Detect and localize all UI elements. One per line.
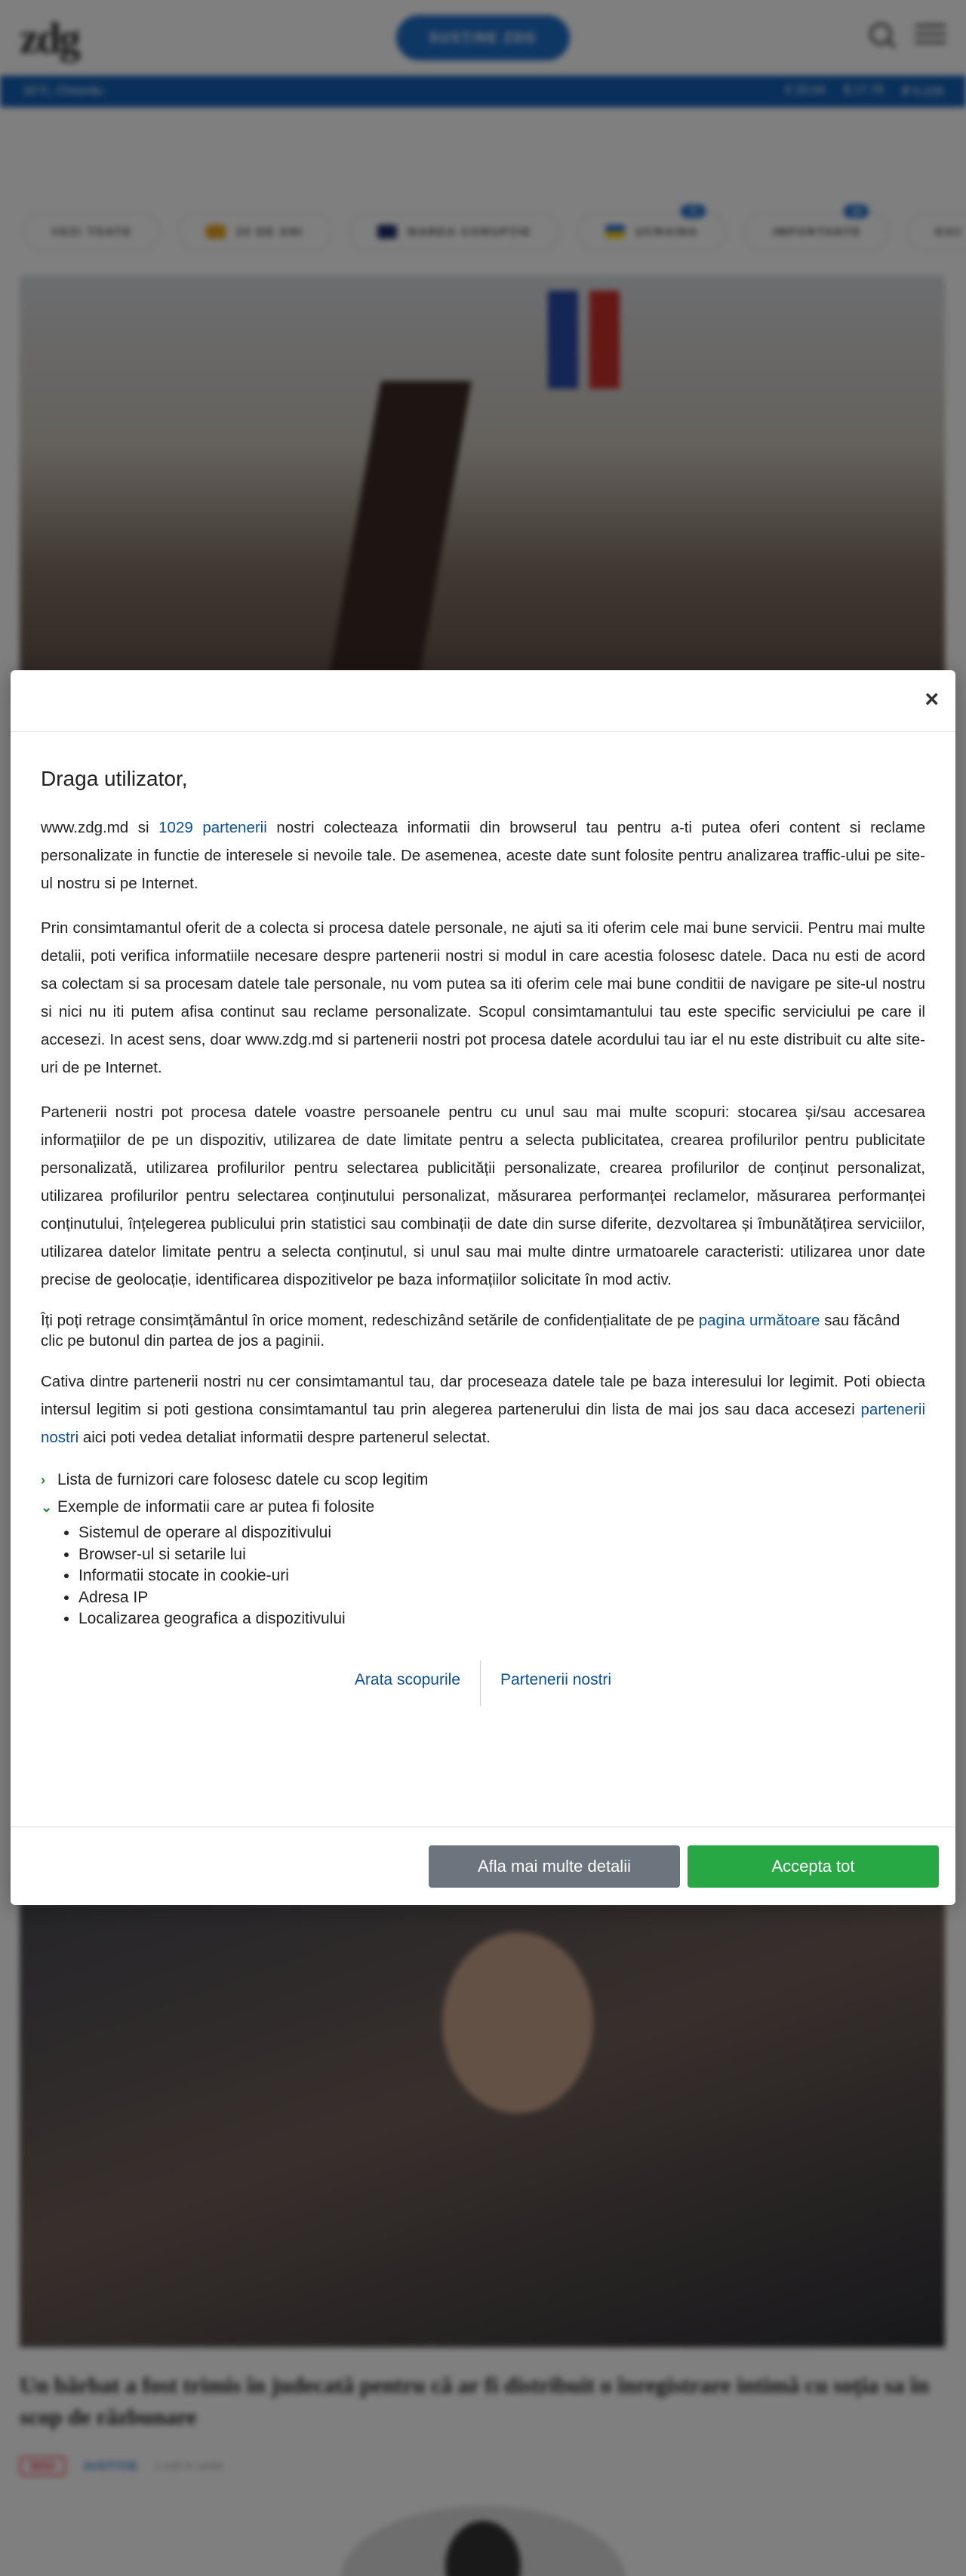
consent-paragraph-3: Partenerii nostri pot procesa datele voastre persoanele pentru cu unul sau mai multe scopuri: stocarea și/sau accesarea informațiilor de pe un dispozitiv, utilizarea de date limitate pentru a selecta publicitatea, crearea profilurilor pentru publicitate personalizată, utilizarea profilurilor pentru selectarea publicității personalizate, crearea profilurilor de conținut personalizat, utilizarea profilurilor pentru selectarea conținutului personalizat, măsurarea performanței reclamelor, măsurarea performanței conținutului, înțelegerea publicului prin statistici sau combinații de date din surse diferite, dezvoltarea și îmbunătățirea serviciilor, utilizarea datelor limitate pentru a selecta conținutul, si unul sau mai multe dintre urmatoarele caracteristi: utilizarea unor date precise de geolocație, identificarea dispozitivelor pe baza informațiilor solicitate în mod activ. — [41, 1103, 925, 1288]
p5-text-b: aici poti vedea detaliat informatii despre partenerul selectat. — [78, 1429, 491, 1446]
p5-text-a: Cativa dintre partenerii nostri nu cer consimtamantul tau, dar proceseaza datele tale pe baza interesului lor legimit. Poti obiecta intersul legitim si poti gestiona consimtamantul tau prin alegerea partenerului din lista de mai jos sau daca accesezi — [41, 1373, 925, 1418]
consent-modal — [11, 670, 955, 1905]
our-partners-link[interactable]: partenerii nostri — [41, 1401, 925, 1446]
modal-header — [11, 670, 955, 732]
consent-paragraph-5 — [41, 1368, 925, 1451]
p1-text-a: www.zdg.md si — [41, 819, 159, 836]
examples-list — [78, 1522, 925, 1630]
vendors-toggle[interactable] — [41, 1471, 925, 1489]
consent-paragraph-4 — [41, 1310, 925, 1351]
examples-toggle[interactable] — [41, 1498, 925, 1516]
p1-text-b: nostri colecteaza informatii din browserul tau pentru a-ti putea oferi content si reclame personalizate in functie de interesele si nevoile tale. De asemenea, aceste date sunt folosite pentru analizarea traffic-ului pe site-ul nostru si pe Internet. — [41, 819, 925, 892]
list-item: • Sistemul de operare al dispozitivului — [78, 1522, 925, 1544]
modal-footer — [11, 1827, 955, 1905]
chevron-right-icon: › — [41, 1472, 45, 1488]
partners-count-link[interactable]: 1029 partenerii — [158, 819, 267, 836]
list-item: • Informatii stocate in cookie-uri — [78, 1565, 925, 1587]
consent-paragraph-1 — [41, 814, 925, 897]
examples-toggle-label: Exemple de informatii care ar putea fi folosite — [57, 1498, 375, 1516]
chevron-down-icon: ⌄ — [41, 1499, 53, 1515]
modal-body — [11, 732, 955, 1706]
accept-all-button[interactable]: Accepta tot — [688, 1845, 939, 1888]
next-page-link[interactable]: pagina următoare — [698, 1312, 820, 1329]
consent-paragraph-2: Prin consimtamantul oferit de a colecta si procesa datele personale, ne ajuti sa iti oferim cele mai bune servicii. Pentru mai multe detalii, poti verifica informatiile necesare despre partenerii nostri si modul in care acestia folosesc datele. Daca nu esti de acord sa colectam si sa procesam datele tale personale, nu vom putea sa iti oferim cele mai bune conditii de navigare pe site-ul nostru si nici nu iti putem afisa continut sau reclame personalizate. Scopul consimtamantului tau este specific serviciului pe care il accesezi. In acest sens, doar www.zdg.md si partenerii nostri pot procesa datele acordului tau iar el nu este distribuit cu alte site-uri de pe Internet. — [41, 919, 925, 1076]
list-item: • Adresa IP — [78, 1587, 925, 1609]
p4-text-b: sau făcând clic pe butonul din partea de jos a paginii. — [41, 1312, 900, 1350]
modal-link-row — [41, 1660, 925, 1706]
close-icon[interactable]: × — [924, 685, 939, 712]
p4-text-a: Îți poți retrage consimțământul în orice moment, redeschizând setările de confidențialitate de pe — [41, 1312, 699, 1329]
show-purposes-link[interactable]: Arata scopurile — [354, 1670, 460, 1688]
vendors-toggle-label: Lista de furnizori care folosesc datele cu scop legitim — [57, 1471, 429, 1488]
list-item: • Localizarea geografica a dispozitivului — [78, 1608, 925, 1630]
partners-link[interactable]: Partenerii nostri — [500, 1670, 612, 1688]
modal-greeting: Draga utilizator, — [41, 767, 188, 790]
more-details-button[interactable]: Afla mai multe detalii — [429, 1845, 680, 1888]
list-item: • Browser-ul si setarile lui — [78, 1544, 925, 1566]
